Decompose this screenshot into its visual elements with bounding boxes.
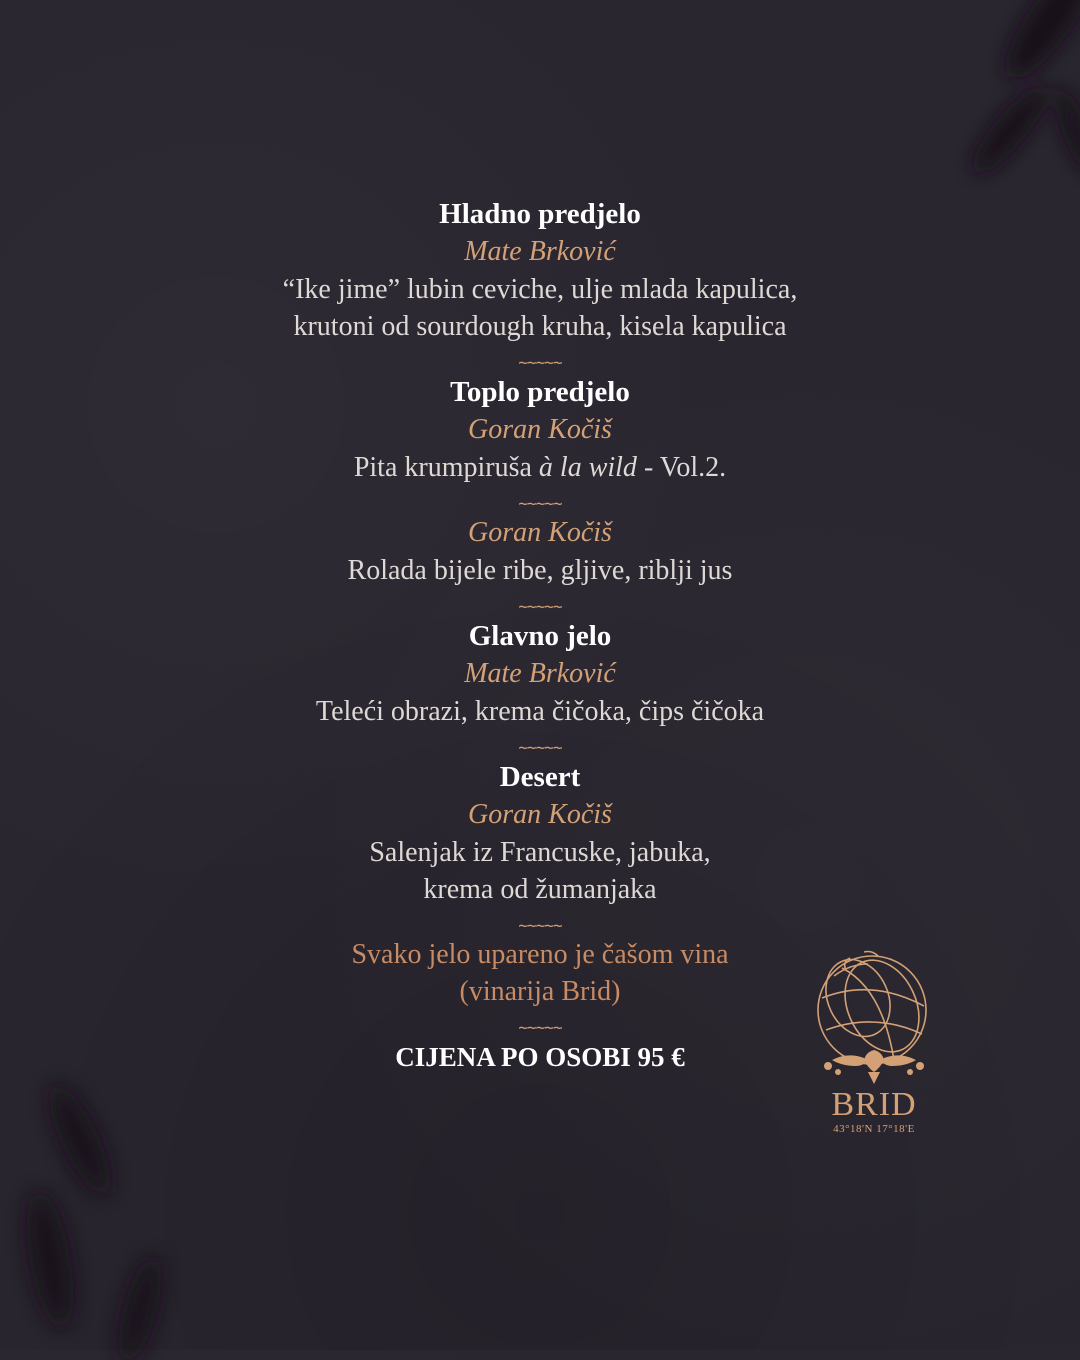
course-dessert xyxy=(140,758,940,908)
separator: ~~~~~ xyxy=(518,738,562,757)
dish-line xyxy=(140,449,940,486)
separator: ~~~~~ xyxy=(518,353,562,372)
brand-name: BRID xyxy=(831,1086,917,1123)
chef-name: Goran Kočiš xyxy=(468,799,612,830)
dish-text: - Vol.2. xyxy=(636,452,727,483)
separator: ~~~~~ xyxy=(518,916,562,935)
dish-line: Teleći obrazi, krema čičoka, čips čičoka xyxy=(315,696,765,727)
course-warm-starter xyxy=(140,373,940,486)
dish-italic-text: à la wild xyxy=(538,452,637,483)
course-title: Hladno predjelo xyxy=(439,198,641,230)
separator: ~~~~~ xyxy=(518,1018,562,1037)
wine-note-line: Svako jelo upareno je čašom vina xyxy=(351,939,729,970)
course-title: Toplo predjelo xyxy=(450,376,630,408)
globe-bird-logo-icon xyxy=(812,948,936,1088)
dish-text: Pita krumpiruša xyxy=(353,452,539,483)
course-title: Glavno jelo xyxy=(468,620,612,652)
separator: ~~~~~ xyxy=(518,597,562,616)
separator: ~~~~~ xyxy=(518,494,562,513)
menu xyxy=(140,195,940,1076)
dish-line: krutoni od sourdough kruha, kisela kapulica xyxy=(293,311,787,342)
price: CIJENA PO OSOBI 95 € xyxy=(395,1042,685,1072)
brand-coordinates: 43°18'N 17°18'E xyxy=(833,1123,915,1135)
dish-line: Rolada bijele ribe, gljive, riblji jus xyxy=(347,555,733,586)
chef-name: Goran Kočiš xyxy=(468,414,612,445)
wine-note-line: (vinarija Brid) xyxy=(459,976,621,1007)
course-title: Desert xyxy=(499,761,581,793)
chef-name: Goran Kočiš xyxy=(468,517,612,548)
chef-name: Mate Brković xyxy=(464,658,616,689)
dish-line: “Ike jime” lubin ceviche, ulje mlada kapulica, xyxy=(282,274,798,305)
chef-name: Mate Brković xyxy=(464,236,616,267)
dish-line: Salenjak iz Francuske, jabuka, xyxy=(369,837,711,868)
course-main xyxy=(140,617,940,730)
course-fish xyxy=(140,514,940,589)
leaf-shadow-icon xyxy=(0,1060,210,1360)
brand-logo xyxy=(812,948,936,1136)
course-cold-starter xyxy=(140,195,940,345)
dish-line: krema od žumanjaka xyxy=(423,874,657,905)
